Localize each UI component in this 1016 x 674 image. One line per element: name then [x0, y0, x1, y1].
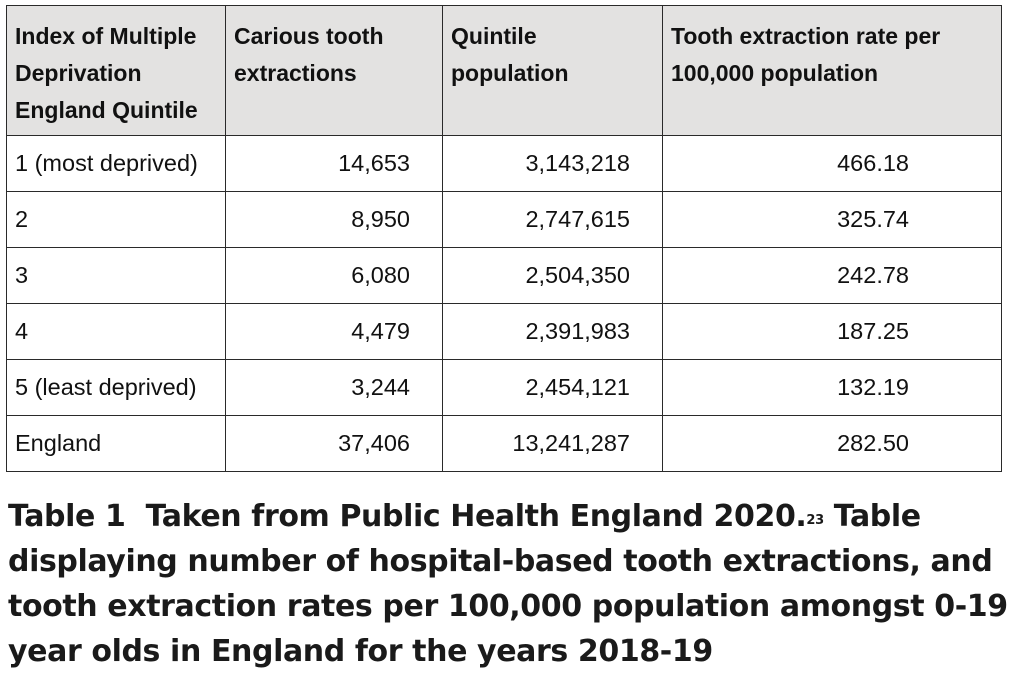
row-quintile-label: 2 — [7, 192, 226, 248]
table-row-total — [7, 416, 1002, 472]
row-quintile-label: England — [7, 416, 226, 472]
header-imd-quintile: Index of Multiple Deprivation England Quintile — [7, 6, 226, 136]
table-row — [7, 248, 1002, 304]
row-population: 2,391,983 — [443, 304, 663, 360]
row-quintile-label: 4 — [7, 304, 226, 360]
row-extractions: 8,950 — [226, 192, 443, 248]
row-population: 3,143,218 — [443, 136, 663, 192]
header-carious-extractions: Carious tooth extractions — [226, 6, 443, 136]
tooth-extraction-table — [6, 5, 1002, 472]
row-extractions: 4,479 — [226, 304, 443, 360]
row-rate: 187.25 — [663, 304, 1002, 360]
row-population: 2,747,615 — [443, 192, 663, 248]
caption-lead: Taken from Public Health England 2020. — [145, 499, 807, 534]
caption-reference: 23 — [806, 513, 824, 528]
row-extractions: 3,244 — [226, 360, 443, 416]
table-caption — [8, 494, 1008, 674]
caption-label: Table 1 — [8, 499, 126, 534]
table-row — [7, 192, 1002, 248]
table-row — [7, 304, 1002, 360]
row-quintile-label: 5 (least deprived) — [7, 360, 226, 416]
row-quintile-label: 3 — [7, 248, 226, 304]
row-population: 2,454,121 — [443, 360, 663, 416]
row-rate: 282.50 — [663, 416, 1002, 472]
row-population: 13,241,287 — [443, 416, 663, 472]
row-rate: 132.19 — [663, 360, 1002, 416]
row-rate: 242.78 — [663, 248, 1002, 304]
header-quintile-population: Quintile population — [443, 6, 663, 136]
table-row — [7, 360, 1002, 416]
row-extractions: 14,653 — [226, 136, 443, 192]
row-extractions: 6,080 — [226, 248, 443, 304]
row-rate: 325.74 — [663, 192, 1002, 248]
table-header-row — [7, 6, 1002, 136]
row-rate: 466.18 — [663, 136, 1002, 192]
header-extraction-rate: Tooth extraction rate per 100,000 population — [663, 6, 1002, 136]
row-quintile-label: 1 (most deprived) — [7, 136, 226, 192]
row-extractions: 37,406 — [226, 416, 443, 472]
data-table-container — [6, 5, 1001, 472]
table-row — [7, 136, 1002, 192]
caption-body: Table displaying number of hospital-based tooth extractions, and tooth extraction rates per 100,000 population amongst 0-19 year olds in England for the years 2018-19 — [8, 499, 1008, 669]
row-population: 2,504,350 — [443, 248, 663, 304]
